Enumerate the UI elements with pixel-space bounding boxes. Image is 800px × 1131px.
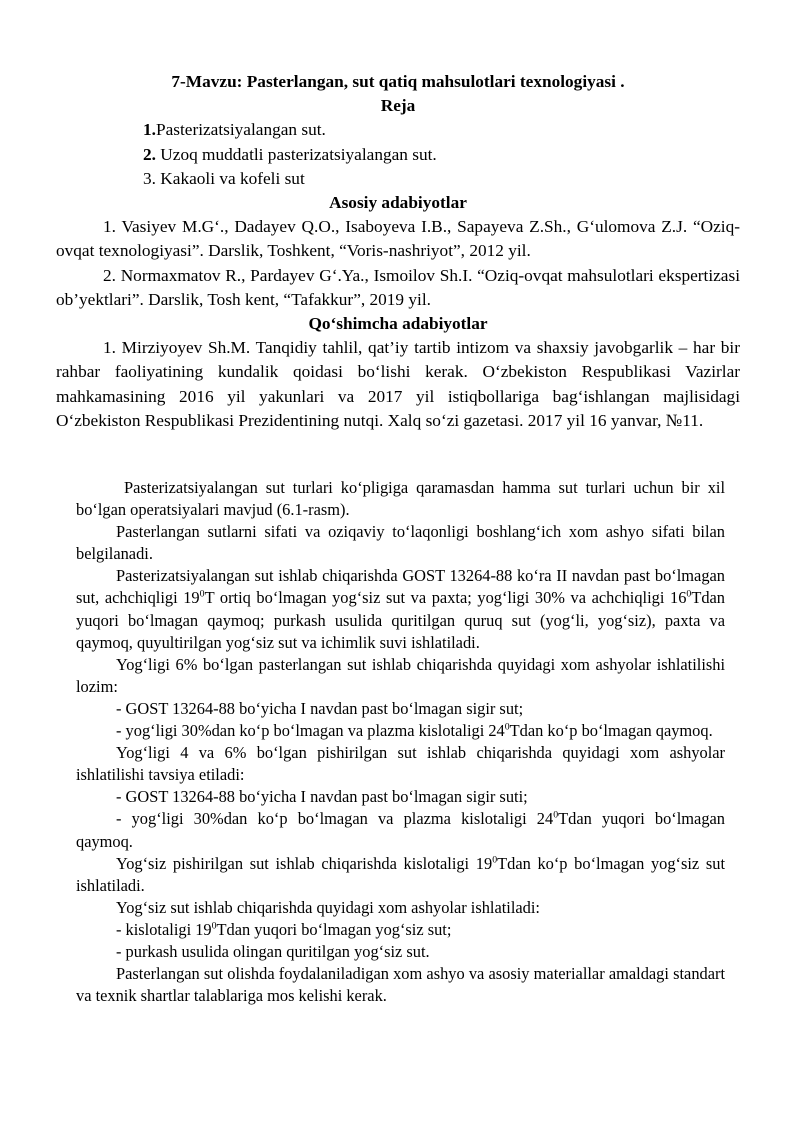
main-literature-item: 1. Vasiyev M.G‘., Dadayev Q.O., Isaboyeva I.B., Sapayeva Z.Sh., G‘ulomova Z.J. “Oziq-ovqat texnologiyasi”. Darslik, Toshkent, “Voris-nashriyot”, 2012 yil. (56, 217, 740, 261)
body-paragraph (76, 808, 725, 852)
text-run: Tdan ko‘p bo‘lmagan qaymoq. (509, 721, 713, 741)
text-run: - yog‘ligi 30%dan ko‘p bo‘lmagan va plazma kislotaligi 24 (116, 809, 554, 829)
plan-item-number: 2. (143, 144, 156, 164)
lecture-title: 7-Mavzu: Pasterlangan, sut qatiq mahsulotlari texnologiyasi . (171, 72, 625, 91)
superscript: 0 (504, 721, 510, 733)
body-paragraph: - GOST 13264-88 bo‘yicha I navdan past bo‘lmagan sigir suti; (116, 787, 528, 807)
body-paragraph: Yog‘ligi 6% bo‘lgan pasterlangan sut ishlab chiqarishda quyidagi xom ashyolar ishlatilishi lozim: (76, 654, 725, 696)
plan-item (56, 167, 740, 191)
lecture-header-section (56, 70, 740, 433)
body-paragraph (76, 565, 725, 653)
superscript: 0 (492, 854, 498, 866)
text-run: Tdan yuqori bo‘lmagan qaymoq. (76, 809, 725, 851)
extra-literature-item: 1. Mirziyoyev Sh.M. Tanqidiy tahlil, qat’iy tartib intizom va shaxsiy javobgarlik – har bir rahbar faoliyatining kundalik qoidasi bo‘lishi kerak. O‘zbekiston Respublikasi Vazirlar mahkamasining 2016 yil yakunlari va 2017 yil istiqbollariga bag‘ishlangan majlisidagi O‘zbekiston Respublikasi Prezidentining nutqi. Xalq so‘zi gazetasi. 2017 yil 16 yanvar, №11. (56, 338, 740, 430)
body-paragraph (76, 720, 725, 742)
text-run: Tdan yuqori bo‘lmagan yog‘siz sut; (216, 919, 452, 939)
body-paragraph (76, 853, 725, 897)
plan-item-number: 1. (143, 120, 156, 140)
main-literature-item: 2. Normaxmatov R., Pardayev G‘.Ya., Ismoilov Sh.I. “Oziq-ovqat mahsulotlari ekspertizasi ob’yektlari”. Darslik, Tosh kent, “Tafakkur”, 2019 yil. (56, 265, 740, 309)
lecture-body-section (76, 477, 725, 1007)
superscript: 0 (199, 589, 205, 600)
text-run: Yog‘siz pishirilgan sut ishlab chiqarishda kislotaligi 19 (116, 853, 493, 873)
body-paragraph: - GOST 13264-88 bo‘yicha I navdan past bo‘lmagan sigir sut; (116, 698, 524, 718)
text-run: Tdan ko‘p bo‘lmagan yog‘siz sut ishlatiladi. (76, 853, 725, 895)
plan-item (56, 118, 740, 142)
body-paragraph: Pasterlangan sut olishda foydalaniladigan xom ashyo va asosiy materiallar amaldagi standart va texnik shartlar talablariga mos kelishi kerak. (76, 964, 725, 1006)
main-literature-heading: Asosiy adabiyotlar (329, 193, 467, 213)
body-paragraph: Yog‘siz sut ishlab chiqarishda quyidagi xom ashyolar ishlatiladi: (116, 897, 540, 917)
plan-item-text: Pasterizatsiyalangan sut. (155, 120, 326, 140)
plan-heading: Reja (380, 96, 416, 116)
plan-item (56, 143, 740, 167)
text-run: T ortiq bo‘lmagan yog‘siz sut va paxta; yog‘ligi 30% va achchiqligi 16 (204, 588, 687, 608)
body-paragraph: - purkash usulida olingan quritilgan yog‘siz sut. (116, 941, 430, 961)
body-paragraph: Yog‘ligi 4 va 6% bo‘lgan pishirilgan sut ishlab chiqarishda quyidagi xom ashyolar ishlatilishi tavsiya etiladi: (76, 743, 725, 785)
superscript: 0 (211, 920, 217, 932)
plan-item-number: 3. (143, 168, 156, 188)
superscript: 0 (553, 809, 559, 821)
superscript: 0 (686, 589, 692, 600)
plan-item-text: Uzoq muddatli pasterizatsiyalangan sut. (160, 144, 437, 164)
plan-item-text: Kakaoli va kofeli sut (160, 168, 305, 188)
text-run: Tdan yuqori bo‘lmagan qaymoq; purkash usulida quritilgan quruq sut (yog‘li, yog‘siz), paxta va qaymoq, quyultirilgan yog‘siz sut va ichimlik suvi ishlatiladi. (76, 588, 725, 652)
text-run: - kislotaligi 19 (116, 919, 212, 939)
text-run: - yog‘ligi 30%dan ko‘p bo‘lmagan va plazma kislotaligi 24 (116, 721, 505, 741)
text-run: Pasterizatsiyalangan sut ishlab chiqarishda GOST 13264-88 ko‘ra II navdan past bo‘lmagan sut, achchiqligi 19 (76, 566, 725, 608)
body-paragraph: Pasterizatsiyalangan sut turlari ko‘pligiga qaramasdan hamma sut turlari uchun bir xil bo‘lgan operatsiyalari mavjud (6.1-rasm). (76, 478, 725, 520)
body-paragraph (76, 919, 725, 941)
body-paragraph: Pasterlangan sutlarni sifati va oziqaviy to‘laqonligi boshlang‘ich xom ashyo sifati bilan belgilanadi. (76, 522, 725, 564)
extra-literature-heading: Qo‘shimcha adabiyotlar (308, 314, 488, 334)
